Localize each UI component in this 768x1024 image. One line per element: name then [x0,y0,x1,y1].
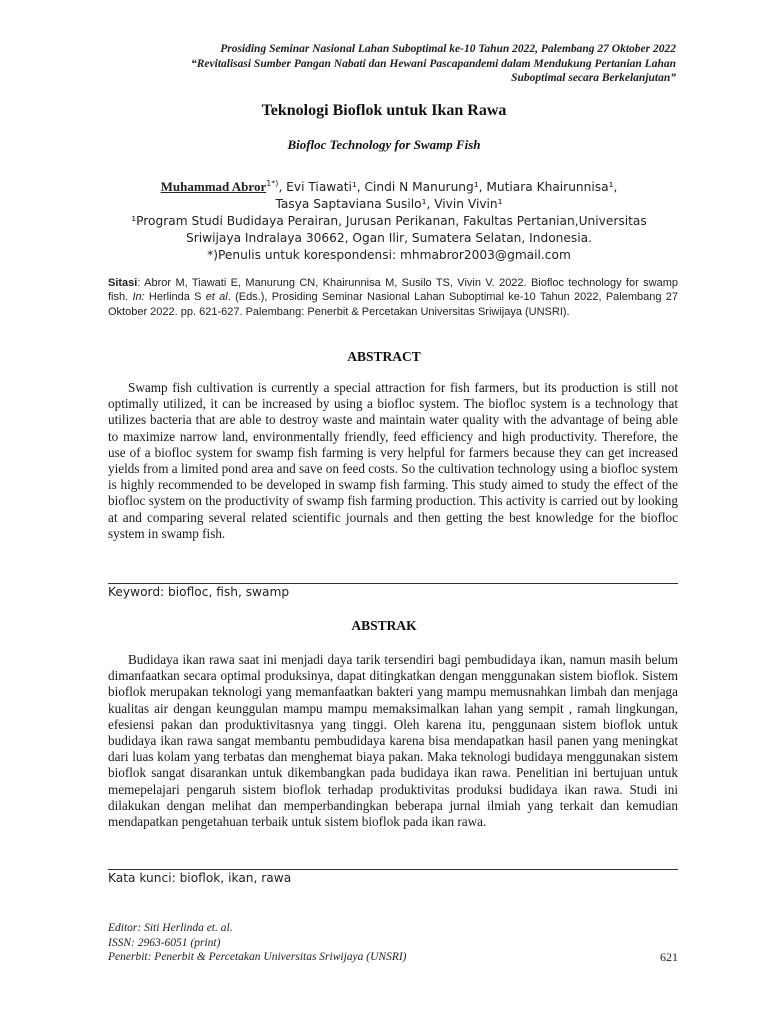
correspondence-line: *)Penulis untuk korespondensi: mhmabror2003@gmail.com [207,248,571,263]
proceedings-header [100,42,676,86]
co-authors-1: , Evi Tiawati¹, Cindi N Manurung¹, Mutiara Khairunnisa¹, [278,180,618,195]
abstract-divider [108,583,678,584]
citation-text-b: Herlinda S [144,291,206,304]
abstrak-divider [108,869,678,870]
footer-editor: Editor: Siti Herlinda et. al. [108,922,233,934]
header-line-2: “Revitalisasi Sumber Pangan Nabati dan Hewani Pascapandemi dalam Mendukung Pertanian Lahan [191,57,676,70]
author-line-1 [120,175,658,196]
footer-publisher: Penerbit: Penerbit & Percetakan Universitas Sriwijaya (UNSRI) [108,951,407,963]
abstrak-body: Budidaya ikan rawa saat ini menjadi daya tarik tersendiri bagi pembudidaya ikan, namun masih belum dimanfaatkan secara optimal produksinya, dapat ditingkatkan dengan menggunakan sistem bioflok. Sistem bioflok merupakan teknologi yang memanfaatkan bakteri yang mampu memusnahkan limbah dan menjaga kualitas air dengan keunggulan mampu mampu memaksimalkan lahan yang sempit , ramah lingkungan, efesiensi pakan dan produktivitasnya yang tinggi. Oleh karena itu, penggunaan sistem bioflok untuk budidaya ikan rawa sangat membantu pembudidaya karena bisa mendapatkan hasil panen yang meningkat dari luas kolam yang terbatas dan menghemat biaya pakan. Maka teknologi budidaya menggunakan sistem bioflok sangat disarankan untuk dikembangkan pada budidaya ikan rawa. Penelitian ini bertujuan untuk memepelajari pengaruh sistem bioflok terhadap produktivitas produksi budidaya ikan rawa. Studi ini dilakukan dengan melihat dan memperbandingkan beberapa jurnal ilmiah yang terkait dan kemudian mendapatkan pengetahuan terbaik untuk sistem bioflok pada ikan rawa. [108,652,678,830]
abstract-body: Swamp fish cultivation is currently a special attraction for fish farmers, but its production is still not optimally utilized, it can be increased by using a biofloc system. The biofloc system is a technology that utilizes bacteria that are able to destroy waste and maintain water quality with the advantage of being able to maximize narrow land, environmentally friendly, feed efficiency and high productivity. Therefore, the use of a biofloc system for swamp fish farming is very helpful for farmers because they can get increased yields from a limited pond area and save on feed costs. So the cultivation technology using a biofloc system is highly recommended to be developed in swamp fish farming. This study aimed to study the effect of the biofloc system on the productivity of swamp fish farming production. This activity is carried out by looking at and comparing several related scientific journals and then getting the best knowledge for the biofloc system in swamp fish. [108,380,678,541]
author-block [120,175,658,264]
author-line-2: Tasya Saptaviana Susilo¹, Vivin Vivin¹ [275,197,503,212]
abstract-heading: ABSTRACT [347,349,421,364]
header-line-1: Prosiding Seminar Nasional Lahan Suboptimal ke-10 Tahun 2022, Palembang 27 Oktober 2022 [220,43,676,55]
citation-text-c: . (Eds.), Prosiding Seminar Nasional Lahan Suboptimal ke-10 Tahun 2022, Palembang 27 Oktober 2022. pp. 621-627. Palembang: Penerbit & Percetakan Universitas Sriwijaya (UNSRI). [108,291,678,318]
citation-et-al: et al [205,291,228,304]
affiliation-line-1: ¹Program Studi Budidaya Perairan, Jurusan Perikanan, Fakultas Pertanian,Universitas [131,214,647,229]
header-line-3: Suboptimal secara Berkelanjutan” [511,72,676,84]
abstract-keywords: Keyword: biofloc, fish, swamp [108,585,290,599]
citation-in: In: [132,291,145,304]
citation-label: Sitasi [108,277,138,289]
page-footer [108,921,678,965]
page-number: 621 [660,950,678,964]
main-author: Muhammad Abror [160,179,267,195]
paper-subtitle: Biofloc Technology for Swamp Fish [287,137,481,152]
citation-block [108,276,678,319]
citation-text-a: : Abror M, Tiawati E, Manurung CN, Khairunnisa M, Susilo TS, Vivin V. 2022. Biofloc technology for swamp fish. [108,277,678,304]
affiliation-line-2: Sriwijaya Indralaya 30662, Ogan Ilir, Sumatera Selatan, Indonesia. [186,231,592,246]
abstrak-keywords: Kata kunci: bioflok, ikan, rawa [108,871,292,885]
abstrak-heading: ABSTRAK [351,618,417,633]
footer-issn: ISSN: 2963-6051 (print) [108,936,221,949]
paper-title: Teknologi Bioflok untuk Ikan Rawa [261,102,507,119]
main-author-superscript: 1*) [266,179,279,188]
